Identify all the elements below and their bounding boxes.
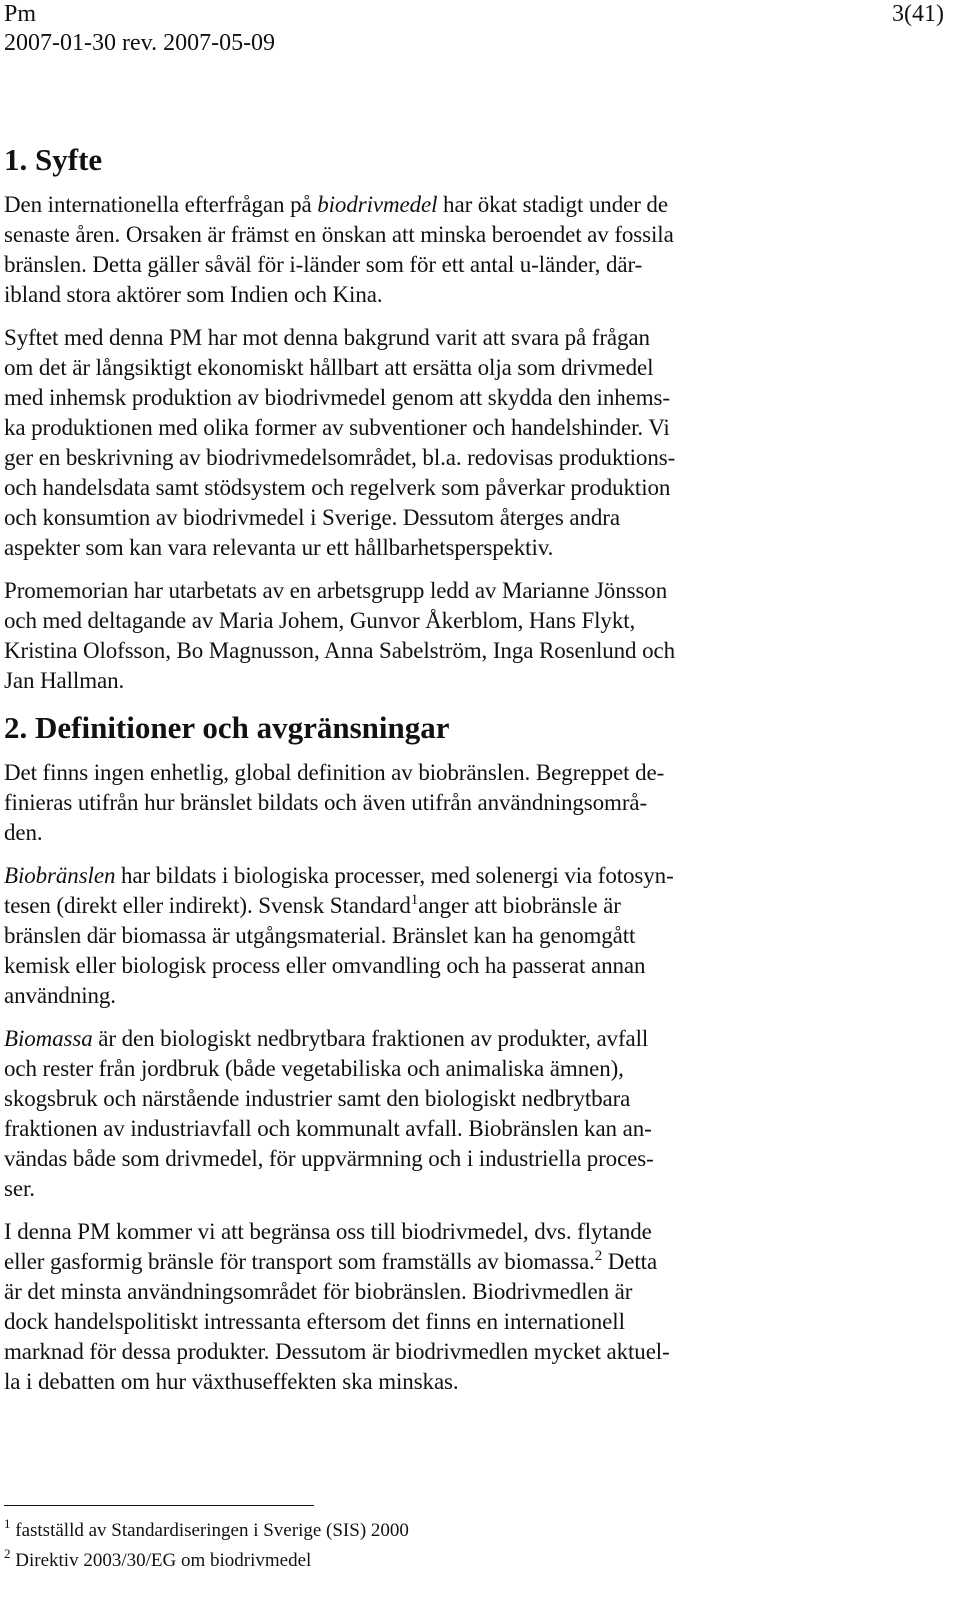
text-line: ser.	[4, 1176, 35, 1201]
text-line: Det finns ingen enhetlig, global definition av biobränslen. Begreppet de-	[4, 760, 665, 785]
footnote-number: 1	[4, 1516, 11, 1531]
text-line: och rester från jordbruk (både vegetabiliska och animaliska ämnen),	[4, 1056, 624, 1081]
text-line: ger en beskrivning av biodrivmedelsområdet, bl.a. redovisas produktions-	[4, 445, 676, 470]
text-line: ibland stora aktörer som Indien och Kina.	[4, 282, 383, 307]
text-line: Jan Hallman.	[4, 668, 125, 693]
text-line: I denna PM kommer vi att begränsa oss till biodrivmedel, dvs. flytande	[4, 1219, 652, 1244]
text-line: aspekter som kan vara relevanta ur ett hållbarhetsperspektiv.	[4, 535, 554, 560]
text-line: finieras utifrån hur bränslet bildats och även utifrån användningsområ-	[4, 790, 648, 815]
doc-type: Pm	[4, 1, 37, 27]
footnote-ref-1[interactable]: 1	[410, 892, 419, 908]
section-2-paragraph-1	[4, 758, 944, 848]
section-1-paragraph-3	[4, 576, 944, 696]
text-run: har ökat stadigt under de	[437, 192, 668, 217]
term-biobranslen: Biobränslen	[4, 863, 116, 888]
footnote-2	[4, 1546, 409, 1576]
footnote-ref-2[interactable]: 2	[594, 1248, 603, 1264]
text-line: och konsumtion av biodrivmedel i Sverige. Dessutom återges andra	[4, 505, 620, 530]
section-2-paragraph-4	[4, 1217, 944, 1397]
term-biomassa: Biomassa	[4, 1026, 93, 1051]
text-run: är den biologiskt nedbrytbara fraktionen av produkter, avfall	[92, 1026, 649, 1051]
page-header	[4, 0, 944, 66]
text-line: senaste åren. Orsaken är främst en önskan att minska beroendet av fossila	[4, 222, 674, 247]
section-2-heading: 2. Definitioner och avgränsningar	[4, 710, 450, 745]
text-line: Syftet med denna PM har mot denna bakgrund varit att svara på frågan	[4, 325, 650, 350]
footnote-divider	[4, 1505, 314, 1506]
page-number: 3(41)	[892, 1, 944, 27]
text-line: marknad för dessa produkter. Dessutom är biodrivmedlen mycket aktuel-	[4, 1339, 670, 1364]
section-1-paragraph-2	[4, 323, 944, 563]
footnote-1	[4, 1516, 409, 1546]
term-biodrivmedel: biodrivmedel	[317, 192, 438, 217]
text-run: Detta	[602, 1249, 658, 1274]
footnote-number: 2	[4, 1546, 11, 1561]
text-line: Kristina Olofsson, Bo Magnusson, Anna Sabelström, Inga Rosenlund och	[4, 638, 676, 663]
header-left	[4, 0, 275, 58]
text-line: kemisk eller biologisk process eller omvandling och ha passerat annan	[4, 953, 646, 978]
text-line: och med deltagande av Maria Johem, Gunvor Åkerblom, Hans Flykt,	[4, 608, 636, 633]
text-line: bränslen där biomassa är utgångsmaterial. Bränslet kan ha genomgått	[4, 923, 636, 948]
text-run: har bildats i biologiska processer, med solenergi via fotosyn-	[115, 863, 674, 888]
text-line: fraktionen av industriavfall och kommunalt avfall. Biobränslen kan an-	[4, 1116, 652, 1141]
doc-date: 2007-01-30 rev. 2007-05-09	[4, 30, 276, 56]
text-run: eller gasformig bränsle för transport som framställs av biomassa.	[4, 1249, 595, 1274]
text-line: ka produktionen med olika former av subventioner och handelshinder. Vi	[4, 415, 670, 440]
text-line: la i debatten om hur växthuseffekten ska minskas.	[4, 1369, 459, 1394]
text-line: och handelsdata samt stödsystem och regelverk som påverkar produktion	[4, 475, 671, 500]
text-run: Den internationella efterfrågan på	[4, 192, 318, 217]
text-run: tesen (direkt eller indirekt). Svensk Standard	[4, 893, 411, 918]
section-1-paragraph-1	[4, 190, 944, 310]
text-line: bränslen. Detta gäller såväl för i-länder som för ett antal u-länder, där-	[4, 252, 643, 277]
text-line: är det minsta användningsområdet för biobränslen. Biodrivmedlen är	[4, 1279, 633, 1304]
text-line: vändas både som drivmedel, för uppvärmning och i industriella proces-	[4, 1146, 654, 1171]
text-line: om det är långsiktigt ekonomiskt hållbart att ersätta olja som drivmedel	[4, 355, 654, 380]
footnotes	[4, 1516, 409, 1576]
footnote-text: fastställd av Standardiseringen i Sverige (SIS) 2000	[10, 1520, 409, 1541]
document-page	[4, 0, 944, 1571]
section-2-paragraph-3	[4, 1024, 944, 1204]
text-line: med inhemsk produktion av biodrivmedel genom att skydda den inhems-	[4, 385, 670, 410]
text-line: skogsbruk och närstående industrier samt den biologiskt nedbrytbara	[4, 1086, 631, 1111]
text-line: dock handelspolitiskt intressanta eftersom det finns en internationell	[4, 1309, 625, 1334]
section-2-paragraph-2	[4, 861, 944, 1011]
footnote-text: Direktiv 2003/30/EG om biodrivmedel	[10, 1550, 312, 1571]
text-line: den.	[4, 820, 43, 845]
text-run: anger att biobränsle är	[418, 893, 621, 918]
text-line: användning.	[4, 983, 116, 1008]
text-line: Promemorian har utarbetats av en arbetsgrupp ledd av Marianne Jönsson	[4, 578, 668, 603]
section-1-heading: 1. Syfte	[4, 142, 103, 177]
